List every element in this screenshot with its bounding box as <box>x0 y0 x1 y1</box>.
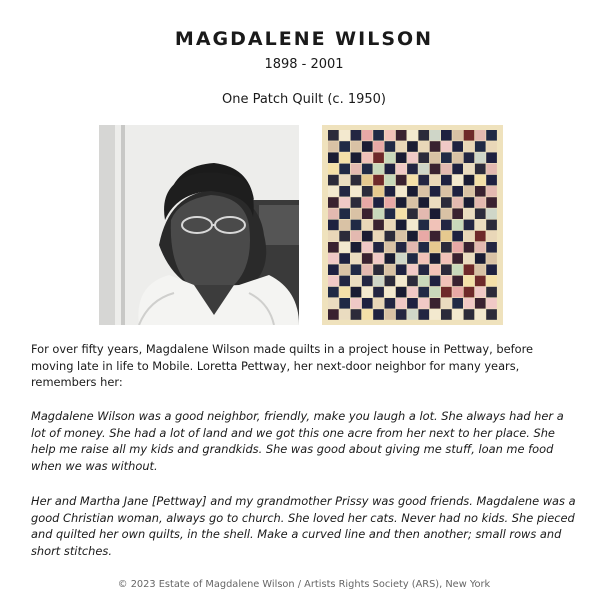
artist-dates: 1898 - 2001 <box>264 57 344 72</box>
artist-name: MAGDALENE WILSON <box>174 28 434 50</box>
quote-paragraph-2: Her and Martha Jane [Pettway] and my grandmother Prissy was good friends. Magdalene was a good Christian woman, always go to church. She loved her cats. Never had no kids. She pieced and quilted her own quilts, in the shell. Make a curved line and then another; small rows and short stitches. <box>31 494 576 558</box>
work-title: One Patch Quilt (c. 1950) <box>221 92 386 107</box>
portrait-photo <box>99 125 299 325</box>
quote-paragraph-1: Magdalene Wilson was a good neighbor, friendly, make you laugh a lot. She always had her a lot of money. She had a lot of land and we got this one acre from her next to her place. She help me raise all my kids and grandkids. She was good about giving me stuff, loan me food when we was without. <box>31 409 564 473</box>
copyright-credit: © 2023 Estate of Magdalene Wilson / Artists Rights Society (ARS), New York <box>117 579 491 590</box>
bio-paragraph: For over fifty years, Magdalene Wilson made quilts in a project house in Pettway, before moving late in life to Mobile. Loretta Pettway, her next-door neighbor for many years, remembers her: <box>31 342 534 389</box>
quilt-image <box>322 125 503 325</box>
